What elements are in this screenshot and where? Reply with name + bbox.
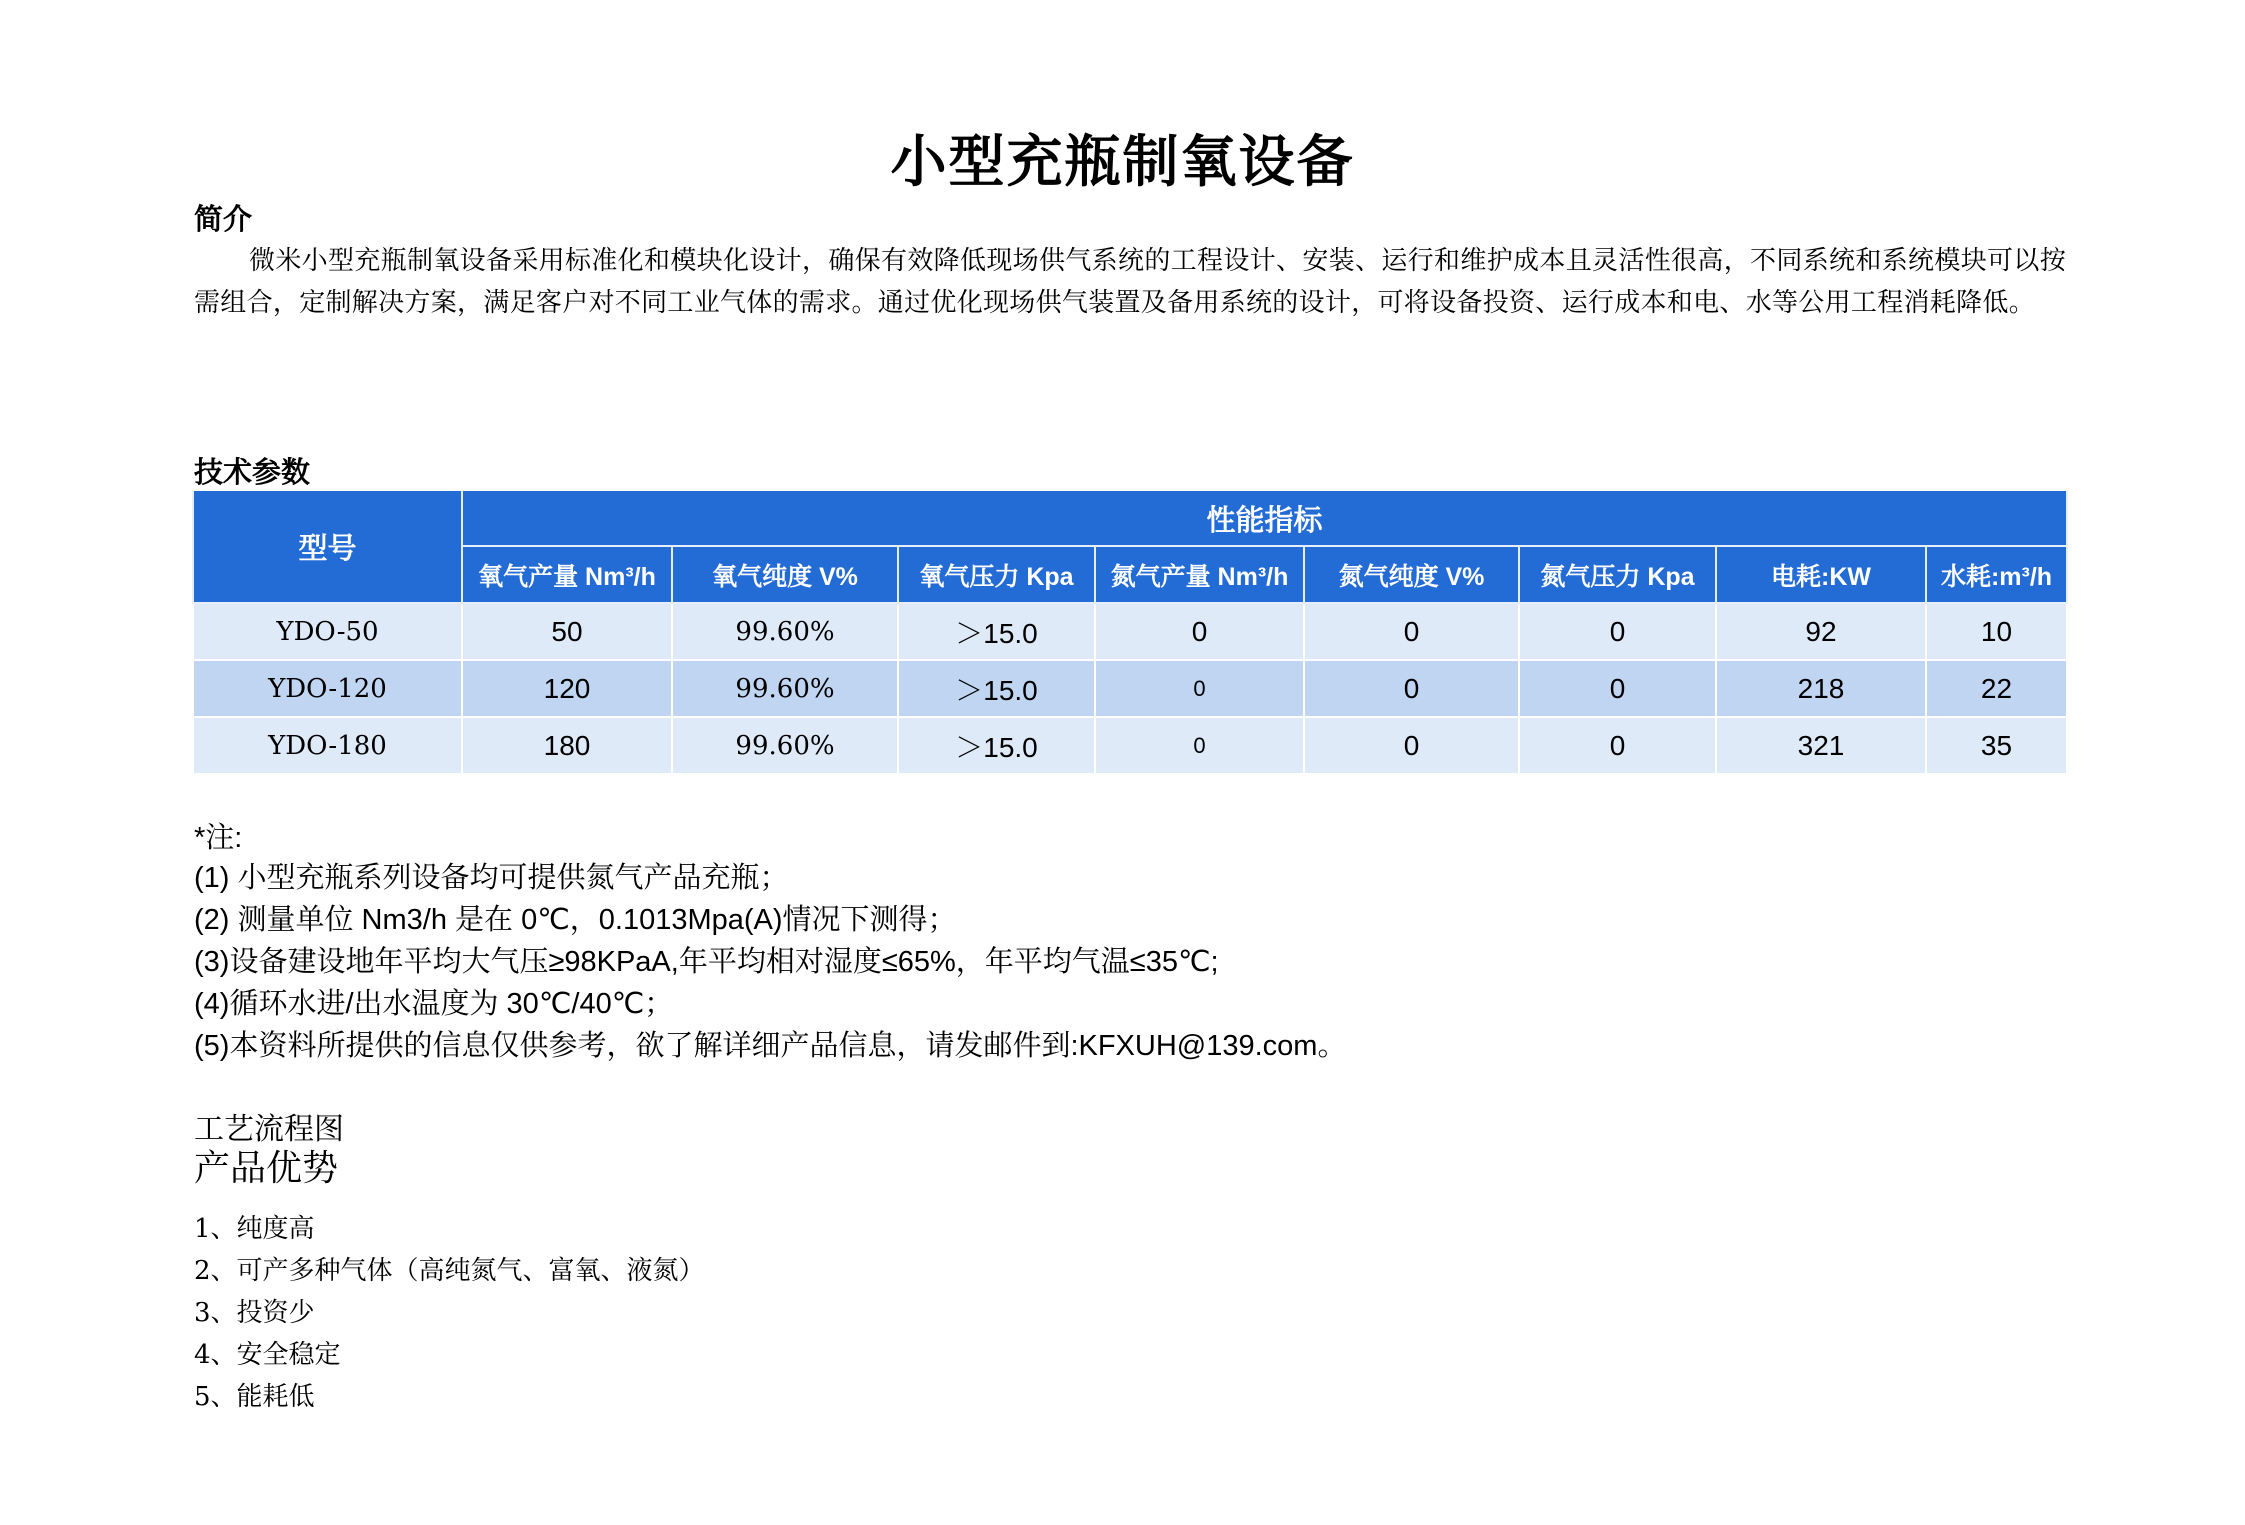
column-header: 氧气产量 Nm³/h xyxy=(462,546,672,603)
value-cell: 10 xyxy=(1926,603,2067,660)
column-header: 电耗:KW xyxy=(1716,546,1926,603)
value-cell: 0 xyxy=(1304,717,1519,774)
column-header: 氧气压力 Kpa xyxy=(898,546,1095,603)
column-header: 水耗:m³/h xyxy=(1926,546,2067,603)
value-cell: 0 xyxy=(1095,603,1304,660)
table-row xyxy=(193,603,2067,660)
value-cell: 120 xyxy=(462,660,672,717)
value-cell: 99.60% xyxy=(672,717,898,774)
table-row xyxy=(193,660,2067,717)
value-cell: 0 xyxy=(1304,660,1519,717)
tech-heading: 技术参数 xyxy=(194,455,311,489)
value-cell: 99.60% xyxy=(672,603,898,660)
column-header: 氧气纯度 V% xyxy=(672,546,898,603)
value-cell: ＞15.0 xyxy=(898,660,1095,717)
column-header: 氮气纯度 V% xyxy=(1304,546,1519,603)
advantage-item: 2、可产多种气体（高纯氮气、富氧、液氮） xyxy=(194,1256,705,1286)
value-cell: 50 xyxy=(462,603,672,660)
model-header: 型号 xyxy=(193,491,462,603)
value-cell: 321 xyxy=(1716,717,1926,774)
note-item: (5)本资料所提供的信息仅供参考，欲了解详细产品信息，请发邮件到:KFXUH@139.com。 xyxy=(194,1030,1347,1062)
spec-table xyxy=(192,491,2068,775)
note-item: (2) 测量单位 Nm3/h 是在 0℃，0.1013Mpa(A)情况下测得； xyxy=(194,904,957,936)
advantage-item: 4、安全稳定 xyxy=(194,1340,341,1370)
model-cell: YDO-120 xyxy=(193,660,462,717)
value-cell: 35 xyxy=(1926,717,2067,774)
model-cell: YDO-50 xyxy=(193,603,462,660)
note-item: (4)循环水进/出水温度为 30℃/40℃； xyxy=(194,988,674,1020)
value-cell: ＞15.0 xyxy=(898,717,1095,774)
value-cell: 0 xyxy=(1095,660,1304,717)
note-item: (1) 小型充瓶系列设备均可提供氮气产品充瓶； xyxy=(194,862,789,894)
column-header: 氮气压力 Kpa xyxy=(1519,546,1716,603)
column-header: 氮气产量 Nm³/h xyxy=(1095,546,1304,603)
performance-header: 性能指标 xyxy=(462,491,2067,546)
value-cell: ＞15.0 xyxy=(898,603,1095,660)
page-title: 小型充瓶制氧设备 xyxy=(890,129,1355,195)
intro-heading: 简介 xyxy=(194,202,253,236)
value-cell: 0 xyxy=(1304,603,1519,660)
value-cell: 92 xyxy=(1716,603,1926,660)
advantages-heading: 产品优势 xyxy=(194,1148,339,1189)
process-heading: 工艺流程图 xyxy=(194,1112,344,1147)
table-row xyxy=(193,717,2067,774)
note-item: (3)设备建设地年平均大气压≥98KPaA,年平均相对湿度≤65%，年平均气温≤35℃; xyxy=(194,946,1219,978)
intro-paragraph: 微米小型充瓶制氧设备采用标准化和模块化设计，确保有效降低现场供气系统的工程设计、安装、运行和维护成本且灵活性很高，不同系统和系统模块可以按需组合，定制解决方案，满足客户对不同工业气体的需求。通过优化现场供气装置及备用系统的设计，可将设备投资、运行成本和电、水等公用工程消耗降低。 xyxy=(194,246,2066,318)
advantage-item: 3、投资少 xyxy=(194,1298,315,1328)
value-cell: 0 xyxy=(1519,603,1716,660)
value-cell: 0 xyxy=(1095,717,1304,774)
model-cell: YDO-180 xyxy=(193,717,462,774)
value-cell: 0 xyxy=(1519,660,1716,717)
value-cell: 22 xyxy=(1926,660,2067,717)
value-cell: 180 xyxy=(462,717,672,774)
notes-heading: *注: xyxy=(194,822,243,854)
advantage-item: 5、能耗低 xyxy=(194,1382,315,1412)
value-cell: 99.60% xyxy=(672,660,898,717)
value-cell: 218 xyxy=(1716,660,1926,717)
advantage-item: 1、纯度高 xyxy=(194,1214,315,1244)
value-cell: 0 xyxy=(1519,717,1716,774)
